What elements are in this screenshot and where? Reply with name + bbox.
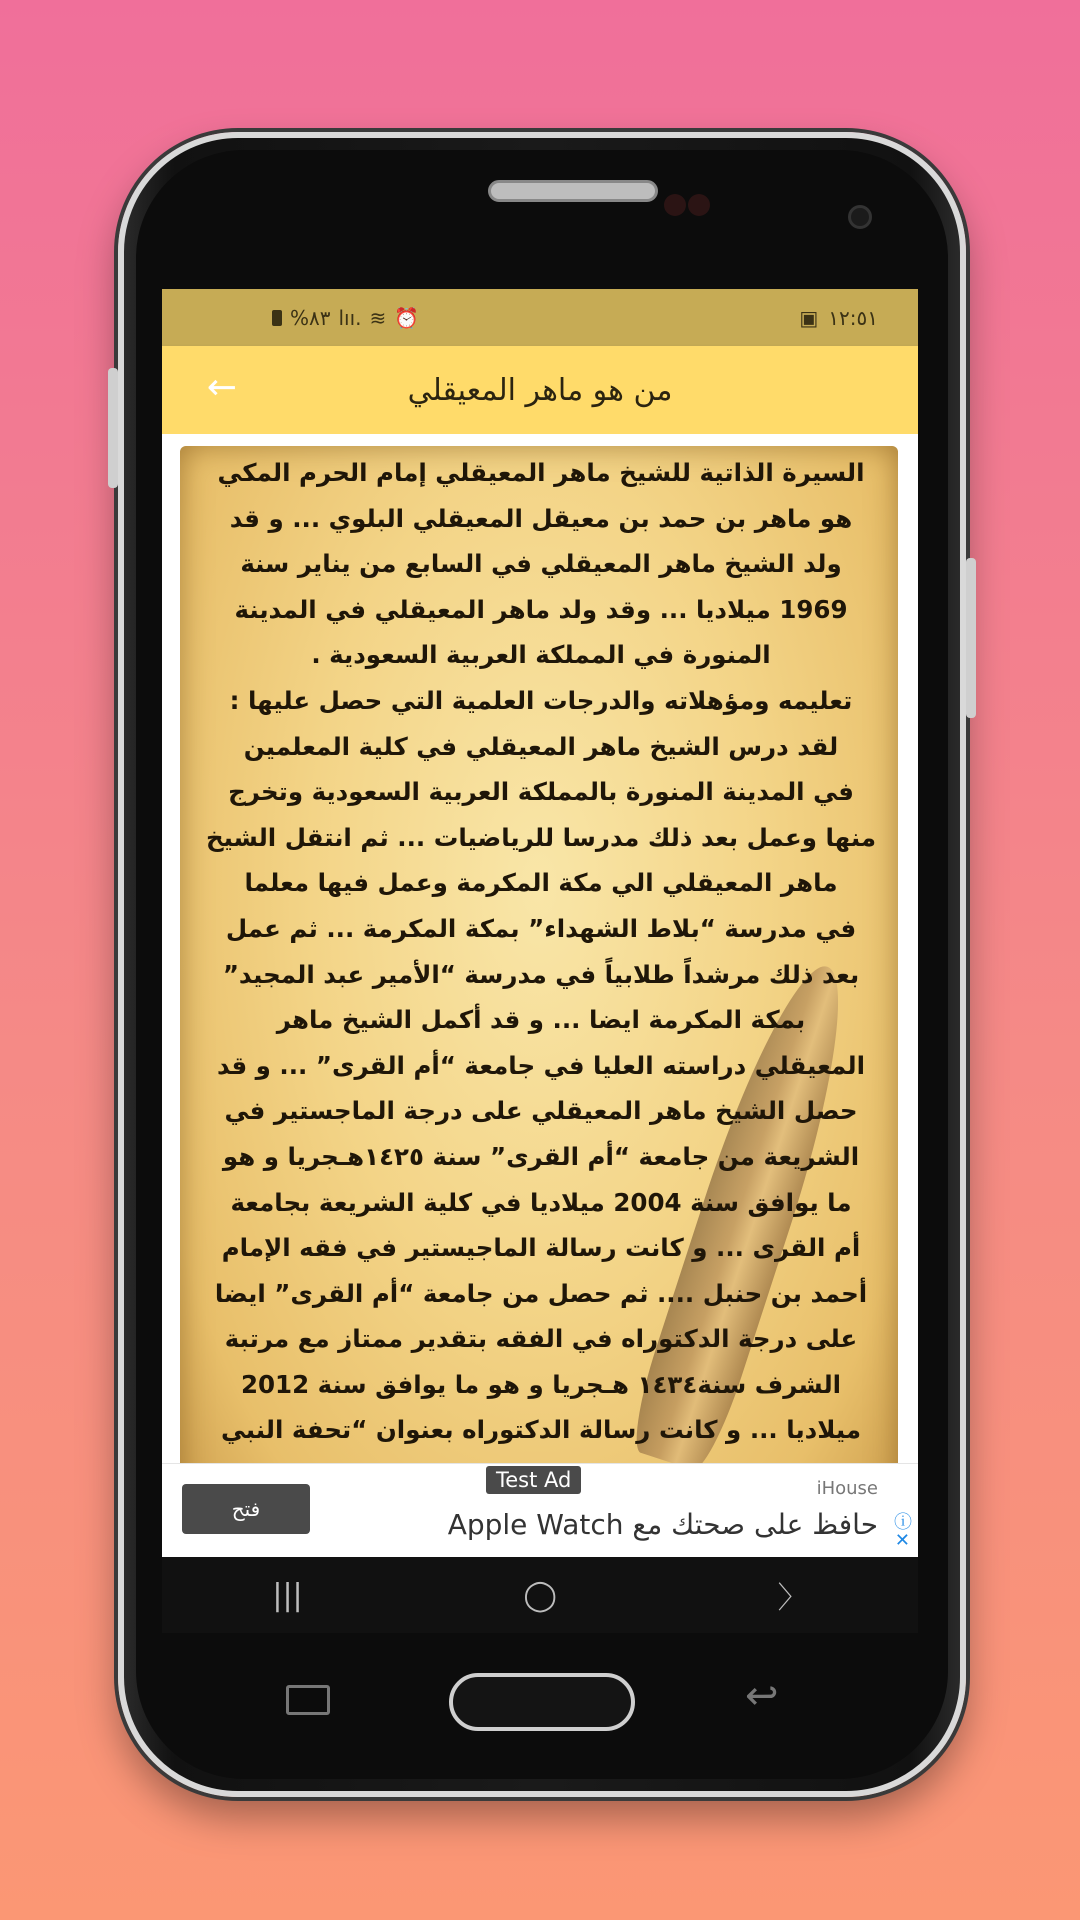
- app-bar: [162, 346, 918, 434]
- article-line: في مدرسة “بلاط الشهداء” بمكة المكرمة ... ثم عمل: [225, 913, 857, 943]
- battery-level: %٨٣: [290, 305, 331, 330]
- ad-label: Test Ad: [486, 1466, 581, 1494]
- hardware-home-button[interactable]: [449, 1673, 635, 1731]
- article-line: لقد درس الشيخ ماهر المعيقلي في كلية المعلمين: [243, 731, 839, 761]
- article-line: حصل الشيخ ماهر المعيقلي على درجة الماجستير في: [224, 1096, 858, 1126]
- earpiece-speaker: [488, 180, 658, 202]
- article-line: أحمد بن حنبل .... ثم حصل من جامعة “أم القرى” ايضا: [214, 1278, 868, 1308]
- power-button: [966, 558, 976, 718]
- back-button[interactable]: [202, 368, 242, 408]
- status-time: ١٢:٥١: [828, 305, 878, 330]
- light-sensor: [688, 194, 710, 216]
- article-line: منها وعمل بعد ذلك مدرسا للرياضيات ... ثم انتقل الشيخ: [205, 822, 876, 852]
- article-line: ما يوافق سنة 2004 ميلاديا في كلية الشريعة بجامعة: [230, 1187, 852, 1217]
- recent-apps-button[interactable]: |||: [272, 1577, 303, 1613]
- ad-banner[interactable]: [162, 1463, 918, 1557]
- system-nav-bar: [162, 1557, 918, 1633]
- article-line: الشريعة من جامعة “أم القرى” سنة ١٤٢٥هـجريا و هو: [222, 1141, 860, 1171]
- close-icon[interactable]: ✕: [894, 1530, 910, 1551]
- ad-headline: حافظ على صحتك مع Apple Watch: [447, 1508, 878, 1541]
- article-line: على درجة الدكتوراه في الفقه بتقدير ممتاز مع مرتبة: [224, 1324, 858, 1354]
- article-line: المنورة في المملكة العربية السعودية .: [311, 640, 771, 670]
- article-text: [186, 450, 896, 1453]
- arrow-left-icon: ←: [206, 367, 238, 408]
- proximity-sensor: [664, 194, 686, 216]
- article-line: ولد الشيخ ماهر المعيقلي في السابع من يناير سنة: [240, 549, 842, 579]
- info-icon[interactable]: ⓘ: [894, 1512, 912, 1533]
- article-line: تعليمه ومؤهلاته والدرجات العلمية التي حصل عليها :: [229, 685, 853, 715]
- page-title: من هو ماهر المعيقلي: [407, 372, 673, 408]
- battery-icon: [272, 310, 282, 326]
- wifi-icon: ≋: [369, 305, 387, 330]
- article-line: المعيقلي دراسته العليا في جامعة “أم القرى” ... و قد: [216, 1050, 866, 1080]
- article-line: الشرف سنة١٤٣٤ هـجريا و هو ما يوافق سنة 2012: [240, 1369, 842, 1399]
- status-left: [272, 306, 419, 330]
- article-line: هو ماهر بن حمد بن معيقل المعيقلي البلوي ... و قد: [229, 503, 853, 533]
- article-line: في المدينة المنورة بالمملكة العربية السعودية وتخرج: [228, 777, 854, 807]
- front-camera: [848, 205, 872, 229]
- status-bar: [162, 289, 918, 346]
- volume-button: [108, 368, 118, 488]
- home-button[interactable]: ◯: [523, 1577, 557, 1613]
- ad-open-button[interactable]: فتح: [182, 1484, 310, 1534]
- hardware-recent-button[interactable]: [286, 1685, 330, 1715]
- alarm-icon: ⏰: [394, 305, 420, 330]
- ad-brand: iHouse: [816, 1478, 878, 1499]
- hardware-back-icon[interactable]: ↩: [745, 1673, 779, 1719]
- phone-screen: [162, 289, 918, 1633]
- article-line: السيرة الذاتية للشيخ ماهر المعيقلي إمام الحرم المكي: [217, 458, 865, 487]
- article-line: ماهر المعيقلي الي مكة المكرمة وعمل فيها معلما: [244, 868, 838, 898]
- status-right: [799, 306, 878, 330]
- back-nav-button[interactable]: 〉: [777, 1581, 808, 1616]
- article-line: أم القرى ... و كانت رسالة الماجيستير في فقه الإمام: [221, 1233, 861, 1263]
- article-line: بمكة المكرمة ايضا ... و قد أكمل الشيخ ماهر: [276, 1005, 806, 1035]
- article-line: ميلاديا ... و كانت رسالة الدكتوراه بعنوان “تحفة النبي: [220, 1415, 862, 1445]
- signal-icon: lıı.: [338, 305, 362, 330]
- hardware-buttons: [162, 1633, 918, 1773]
- article-line: بعد ذلك مرشداً طلابياً في مدرسة “الأمير عبد المجيد”: [222, 959, 860, 989]
- article-line: 1969 ميلاديا ... وقد ولد ماهر المعيقلي في المدينة: [234, 594, 848, 624]
- article-scroll-area[interactable]: [162, 434, 918, 1463]
- image-icon: ▣: [799, 305, 819, 330]
